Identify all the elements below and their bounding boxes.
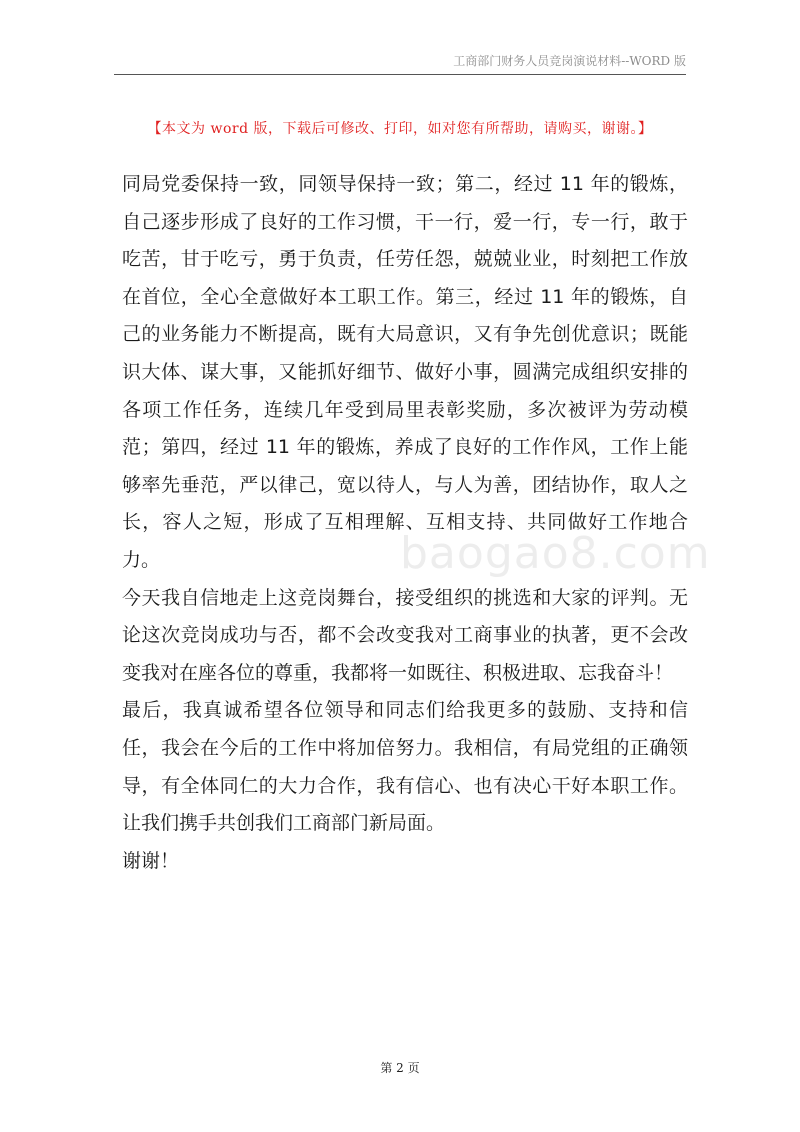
paragraph: 同局党委保持一致，同领导保持一致；第二，经过 11 年的锻炼，自己逐步形成了良好的工作习惯，干一行，爱一行，专一行，敢于吃苦，甘于吃亏，勇于负责，任劳任怨，兢兢业业，时刻把工作放在首位，全心全意做好本工职工作。第三，经过 11 年的锻炼，自己的业务能力不断提高，既有大局意识，又有争先创优意识；既能识大体、谋大事，又能抓好细节、做好小事，圆满完成组织安排的各项工作任务，连续几年受到局里表彰奖励，多次被评为劳动模范；第四，经过 11 年的锻炼，养成了良好的工作作风，工作上能够率先垂范，严以律己，宽以待人，与人为善，团结协作，取人之长，容人之短，形成了互相理解、互相支持、共同做好工作地合力。 bbox=[122, 173, 688, 571]
header-title: 工商部门财务人员竞岗演说材料--WORD 版 bbox=[453, 54, 686, 68]
paragraph: 谢谢！ bbox=[122, 849, 180, 872]
page-header bbox=[114, 52, 686, 75]
page-footer bbox=[0, 1059, 800, 1076]
download-notice: 【本文为 word 版，下载后可修改、打印，如对您有所帮助，请购买，谢谢。】 bbox=[147, 121, 653, 137]
document-body bbox=[122, 166, 688, 880]
watermark: baogao8.com bbox=[400, 528, 711, 579]
paragraph: 今天我自信地走上这竞岗舞台，接受组织的挑选和大家的评判。无论这次竞岗成功与否，都不会改变我对工商事业的执著，更不会改变我对在座各位的尊重，我都将一如既往、积极进取、忘我奋斗！ bbox=[122, 586, 688, 684]
page-number: 第 2 页 bbox=[380, 1061, 420, 1075]
paragraph: 最后，我真诚希望各位领导和同志们给我更多的鼓励、支持和信任，我会在今后的工作中将加倍努力。我相信，有局党组的正确领导，有全体同仁的大力合作，我有信心、也有决心干好本职工作。让我们携手共创我们工商部门新局面。 bbox=[122, 699, 688, 835]
